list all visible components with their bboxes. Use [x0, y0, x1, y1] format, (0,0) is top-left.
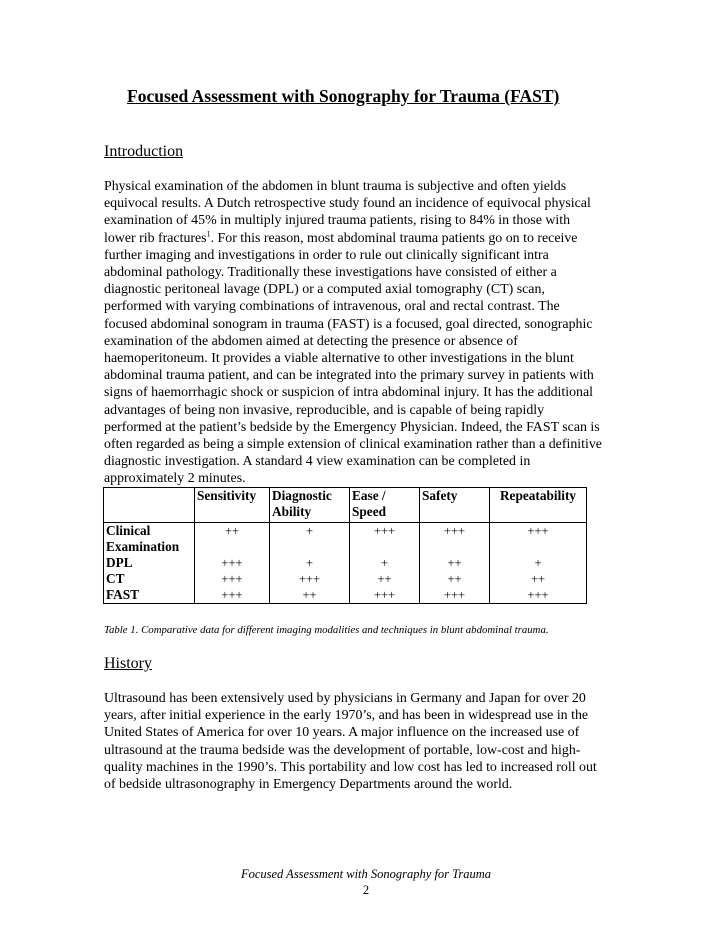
row-label: FAST — [104, 587, 195, 604]
table-cell: + — [350, 555, 420, 571]
text-line: ultrasound at the trauma bedside was the development of portable, low-cost and high- — [104, 742, 581, 758]
table-cell: +++ — [490, 523, 587, 556]
table-row — [104, 587, 587, 604]
table-cell: +++ — [195, 571, 270, 587]
text-line: haemoperitoneum. It provides a viable alternative to other investigations in the blunt — [104, 351, 574, 367]
text-line: examination of 45% in multiply injured trauma patients, rising to 84% in those with — [104, 213, 571, 229]
text-line: equivocal results. A Dutch retrospective study found an incidence of equivocal physical — [104, 196, 591, 212]
text-line: quality machines in the 1990’s. This portability and low cost has led to increased roll out — [104, 759, 597, 775]
table-row — [104, 523, 587, 556]
table-cell: ++ — [420, 571, 490, 587]
table-cell: ++ — [350, 571, 420, 587]
text-fragment: . For this reason, most abdominal trauma patients go on to receive — [210, 230, 578, 246]
table-cell: +++ — [420, 523, 490, 556]
table-cell: ++ — [420, 555, 490, 571]
page-number: 2 — [362, 883, 370, 897]
text-line: advantages of being non invasive, reproducible, and is capable of being rapidly — [104, 402, 545, 418]
table-header-cell: Diagnostic Ability — [270, 488, 350, 523]
table-cell: + — [270, 555, 350, 571]
footer-running-title: Focused Assessment with Sonography for Trauma — [240, 867, 492, 881]
text-line: Ultrasound has been extensively used by physicians in Germany and Japan for over 20 — [104, 691, 586, 706]
table-cell: +++ — [350, 523, 420, 556]
text-line: Physical examination of the abdomen in blunt trauma is subjective and often yields — [104, 179, 567, 194]
text-line: performed at the patient’s bedside by the Emergency Physician. Indeed, the FAST scan is — [104, 419, 600, 435]
table-cell: +++ — [350, 587, 420, 604]
row-label: DPL — [104, 555, 195, 571]
row-label: CT — [104, 571, 195, 587]
text-line: United States of America for over 10 years. A major influence on the increased use of — [104, 725, 580, 741]
text-line: abdominal trauma patient, and can be integrated into the primary survey in patients with — [104, 368, 594, 384]
table-cell: + — [490, 555, 587, 571]
text-line: diagnostic peritoneal lavage (DPL) or a computed axial tomography (CT) scan, — [104, 282, 545, 298]
table-row — [104, 555, 587, 571]
text-line: diagnostic investigation. A standard 4 view examination can be completed in — [104, 454, 531, 470]
table-header-cell: Repeatability — [490, 488, 587, 523]
text-fragment: lower rib fractures — [104, 230, 207, 246]
table-cell: +++ — [420, 587, 490, 604]
table-cell: +++ — [490, 587, 587, 604]
footnote-reference[interactable]: 1 — [206, 228, 211, 238]
table-cell: ++ — [195, 523, 270, 556]
table-header-row — [104, 488, 587, 523]
table-header-cell — [104, 488, 195, 523]
table-cell: ++ — [490, 571, 587, 587]
page-title: Focused Assessment with Sonography for Trauma (FAST) — [127, 86, 560, 106]
history-paragraph — [104, 690, 634, 793]
introduction-paragraph — [104, 178, 634, 488]
introduction-heading: Introduction — [104, 143, 184, 160]
table-cell: +++ — [195, 587, 270, 604]
table-cell: + — [270, 523, 350, 556]
page-footer — [0, 866, 728, 898]
table-cell: ++ — [270, 587, 350, 604]
text-line: of bedside ultrasonography in Emergency Departments around the world. — [104, 777, 513, 793]
text-line: focused abdominal sonogram in trauma (FAST) is a focused, goal directed, sonographic — [104, 316, 593, 332]
text-line: years, after initial experience in the early 1970’s, and has been in widespread use in the — [104, 708, 589, 724]
history-heading: History — [104, 655, 152, 672]
text-line: abdominal pathology. Traditionally these investigations have consisted of either a — [104, 265, 557, 281]
table-header-cell: Sensitivity — [195, 488, 270, 523]
table-header-cell: Ease / Speed — [350, 488, 420, 523]
table-row — [104, 571, 587, 587]
row-label: Clinical Examination — [104, 523, 195, 556]
comparison-table — [103, 487, 587, 604]
text-line: performed with varying combinations of intravenous, oral and rectal contrast. The — [104, 299, 560, 315]
text-line: signs of haemorrhagic shock or suspicion of intra abdominal injury. It has the additional — [104, 385, 594, 401]
text-line — [104, 230, 634, 247]
text-line: often regarded as being a simple extension of clinical examination rather than a definitive — [104, 437, 602, 453]
text-line: approximately 2 minutes. — [104, 471, 246, 487]
table-cell: +++ — [270, 571, 350, 587]
text-line: examination of the abdomen aimed at detecting the presence or absence of — [104, 333, 518, 349]
table-header-cell: Safety — [420, 488, 490, 523]
table-cell: +++ — [195, 555, 270, 571]
table-caption: Table 1. Comparative data for different imaging modalities and techniques in blunt abdominal trauma. — [104, 624, 549, 636]
text-line: further imaging and investigations in order to rule out clinically significant intra — [104, 247, 549, 263]
